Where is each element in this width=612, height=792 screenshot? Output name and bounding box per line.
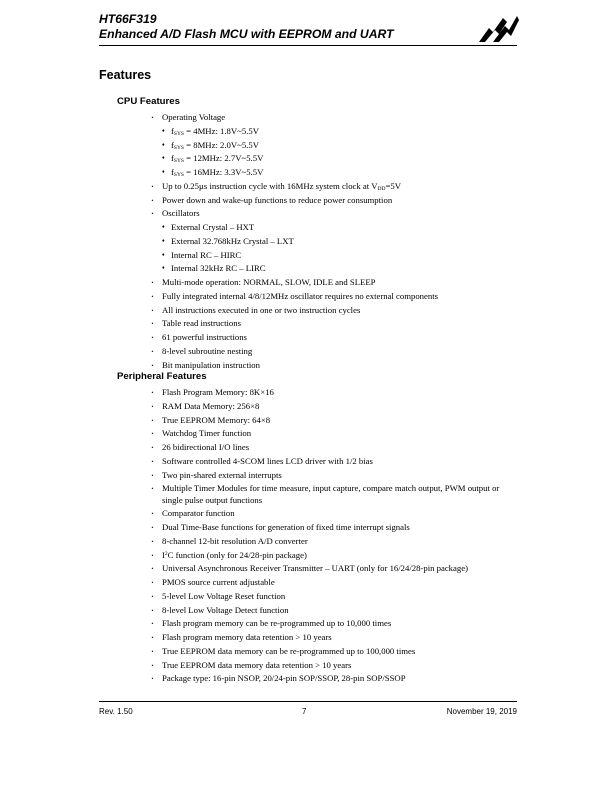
list-item <box>151 549 521 563</box>
item-text: f <box>171 125 174 136</box>
subscript-text: SYS <box>173 158 184 165</box>
item-text: Internal 32kHz RC – LIRC <box>171 263 266 274</box>
item-text: Fully integrated internal 4/8/12MHz oscillator requires no external components <box>162 290 438 301</box>
list-item <box>151 617 521 631</box>
document-title: Enhanced A/D Flash MCU with EEPROM and UART <box>99 27 394 41</box>
list-item <box>151 400 521 414</box>
sub-list-item <box>151 221 521 235</box>
sub-list-item <box>151 249 521 263</box>
item-text: 5-level Low Voltage Reset function <box>162 590 286 601</box>
list-item <box>151 180 521 194</box>
footer-rule <box>99 701 517 702</box>
list-item <box>151 672 521 686</box>
header-rule <box>99 45 517 46</box>
list-item <box>151 645 521 659</box>
item-text: External 32.768kHz Crystal – LXT <box>171 235 294 246</box>
revision: Rev. 1.50 <box>99 707 133 716</box>
subscript-text: DD <box>377 185 386 192</box>
sub-list-item <box>151 166 521 180</box>
item-text: Flash Program Memory: 8K×16 <box>162 387 274 397</box>
item-text: 26 bidirectional I/O lines <box>162 442 250 452</box>
list-item <box>151 659 521 673</box>
item-text: = 16MHz: 3.3V~5.5V <box>184 167 264 177</box>
peripheral-features-heading: Peripheral Features <box>117 371 207 382</box>
item-text: Flash program memory data retention > 10 years <box>162 632 332 642</box>
supscript-text: 2 <box>164 550 168 557</box>
list-item <box>151 535 521 549</box>
item-text: Table read instructions <box>162 318 242 329</box>
part-number: HT66F319 <box>99 12 157 26</box>
item-text: Operating Voltage <box>162 112 226 122</box>
item-text: = 8MHz: 2.0V~5.5V <box>184 139 259 150</box>
list-item <box>151 455 521 469</box>
list-item <box>151 507 521 521</box>
sub-list-item <box>151 262 521 276</box>
sub-list-item <box>151 139 521 153</box>
list-item <box>151 590 521 604</box>
list-item <box>151 427 521 441</box>
peripheral-features-list <box>151 386 521 686</box>
item-text: Package type: 16-pin NSOP, 20/24-pin SOP/SSOP, 28-pin SOP/SSOP <box>162 673 406 684</box>
item-text: PMOS source current adjustable <box>162 577 275 587</box>
list-item <box>151 521 521 535</box>
list-item <box>151 469 521 483</box>
date: November 19, 2019 <box>446 707 517 716</box>
list-item <box>151 562 521 576</box>
item-text: Dual Time-Base functions for generation of fixed time interrupt signals <box>162 522 410 532</box>
document-header <box>99 12 394 42</box>
sub-list-item <box>151 152 521 166</box>
item-text: I <box>162 549 165 560</box>
item-text: Software controlled 4-SCOM lines LCD driver with 1/2 bias <box>162 455 373 466</box>
item-text: 8-channel 12-bit resolution A/D converter <box>162 535 308 546</box>
cpu-features-heading: CPU Features <box>117 96 180 107</box>
item-text: True EEPROM data memory data retention > 10 years <box>162 659 352 670</box>
list-item <box>151 194 521 208</box>
sub-list-item <box>151 235 521 249</box>
item-text: All instructions executed in one or two instruction cycles <box>162 304 361 315</box>
item-text: 8-level Low Voltage Detect function <box>162 604 289 615</box>
list-item <box>151 111 521 125</box>
item-text: f <box>171 139 174 150</box>
list-item <box>151 631 521 645</box>
cpu-features-list <box>151 111 521 372</box>
item-text: RAM Data Memory: 256×8 <box>162 400 260 411</box>
list-item <box>151 317 521 331</box>
list-item <box>151 604 521 618</box>
list-item <box>151 331 521 345</box>
item-text: True EEPROM data memory can be re-programmed up to 100,000 times <box>162 645 416 656</box>
subscript-text: SYS <box>173 172 184 178</box>
sub-list-item <box>151 125 521 139</box>
item-text: Two pin-shared external interrupts <box>162 469 282 480</box>
item-text: = 4MHz: 1.8V~5.5V <box>184 125 259 136</box>
item-text: Multiple Timer Modules for time measure, input capture, compare match output, PWM output or single pulse output functions <box>162 483 500 505</box>
list-item <box>151 276 521 290</box>
list-item <box>151 304 521 318</box>
item-text: True EEPROM Memory: 64×8 <box>162 414 271 425</box>
item-text: Flash program memory can be re-programmed up to 10,000 times <box>162 618 392 629</box>
subscript-text: SYS <box>173 130 184 137</box>
item-text: Oscillators <box>162 208 200 219</box>
page-number: 7 <box>302 707 307 716</box>
item-text: Universal Asynchronous Receiver Transmitter – UART (only for 16/24/28-pin package) <box>162 563 468 574</box>
item-text: Bit manipulation instruction <box>162 359 260 370</box>
list-item <box>151 290 521 304</box>
list-item <box>151 414 521 428</box>
item-text: 61 powerful instructions <box>162 332 247 342</box>
item-text: Power down and wake-up functions to reduce power consumption <box>162 194 393 205</box>
list-item <box>151 207 521 221</box>
item-text: =5V <box>385 180 401 191</box>
item-text: External Crystal – HXT <box>171 222 255 232</box>
item-text: Comparator function <box>162 508 235 519</box>
subscript-text: SYS <box>173 144 184 151</box>
list-item <box>151 441 521 455</box>
item-text: Watchdog Timer function <box>162 428 252 439</box>
list-item <box>151 482 521 507</box>
list-item <box>151 345 521 359</box>
item-text: f <box>171 153 174 164</box>
item-text: C function (only for 24/28-pin package) <box>167 549 307 560</box>
holtek-logo <box>421 14 519 44</box>
list-item <box>151 386 521 400</box>
item-text: Internal RC – HIRC <box>171 249 242 260</box>
page-title: Features <box>99 68 152 82</box>
item-text: Up to 0.25µs instruction cycle with 16MHz system clock at V <box>162 180 378 191</box>
list-item <box>151 576 521 590</box>
item-text: f <box>171 167 174 177</box>
item-text: 8-level subroutine nesting <box>162 345 253 356</box>
item-text: Multi-mode operation: NORMAL, SLOW, IDLE and SLEEP <box>162 277 376 287</box>
item-text: = 12MHz: 2.7V~5.5V <box>184 153 264 164</box>
